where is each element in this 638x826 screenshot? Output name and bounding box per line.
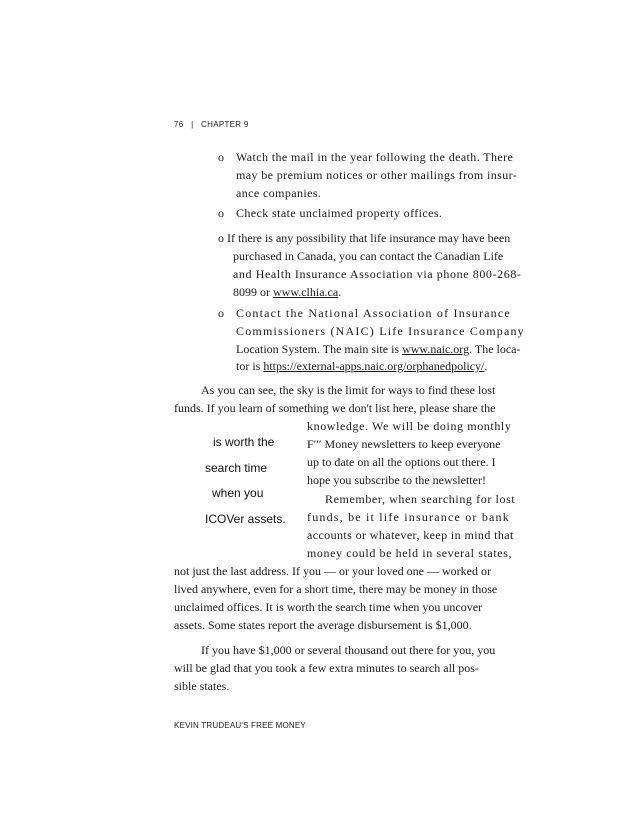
bullet-text-line: tor is https://external-apps.naic.org/orphanedpolicy/. — [236, 359, 488, 373]
body-line: As you can see, the sky is the limit for ways to find these lost — [201, 383, 496, 397]
body-line: knowledge. We will be doing monthly — [307, 419, 512, 433]
body-line: Remember, when searching for lost — [325, 492, 516, 506]
body-line: If you have $1,000 or several thousand out there for you, you — [201, 643, 496, 657]
pull-quote-line: ICOVer assets. — [205, 512, 286, 526]
bullet-marker: o — [218, 306, 224, 320]
bullet-text-line: o If there is any possibility that life insurance may have been — [218, 231, 511, 245]
bullet-text-line: Location System. The main site is www.naic.org. The loca- — [236, 342, 521, 356]
naic-link[interactable]: www.naic.org — [402, 342, 470, 356]
body-line: F′′′ Money newsletters to keep everyone — [307, 437, 501, 451]
body-line: sible states. — [174, 679, 230, 693]
pull-quote-line: is worth the — [213, 435, 275, 449]
body-line: funds, be it life insurance or bank — [307, 510, 510, 524]
bullet-text-line: ance companies. — [236, 186, 322, 200]
header-separator: | — [191, 120, 194, 129]
page-number: 76 — [174, 120, 184, 129]
body-line: funds. If you learn of something we don't list here, please share the — [174, 401, 496, 415]
bullet-text-line: Watch the mail in the year following the death. There — [236, 150, 514, 164]
bullet-marker: o — [218, 150, 224, 164]
running-header — [174, 120, 249, 129]
running-footer: KEVIN TRUDEAU'S FREE MONEY — [174, 721, 306, 730]
bullet-text-line: Commissioners (NAIC) Life Insurance Company — [236, 324, 525, 338]
body-line: unclaimed offices. It is worth the search time when you uncover — [174, 600, 483, 614]
bullet-text-line: and Health Insurance Association via phone 800-268- — [233, 267, 522, 281]
bullet-text-line: Contact the National Association of Insurance — [236, 306, 511, 320]
bullet-marker: o — [218, 206, 224, 220]
body-line: hope you subscribe to the newsletter! — [307, 473, 486, 487]
bullet-text-line: Check state unclaimed property offices. — [236, 206, 443, 220]
bullet-text-line: 8099 or www.clhia.ca. — [233, 285, 342, 299]
body-line: will be glad that you took a few extra minutes to search all pos- — [174, 661, 479, 675]
pull-quote-line: when you — [212, 486, 264, 500]
body-line: lived anywhere, even for a short time, there may be money in those — [174, 582, 498, 596]
body-line: not just the last address. If you — or your loved one — worked or — [174, 564, 491, 578]
orphaned-policy-link[interactable]: https://external-apps.naic.org/orphanedpolicy/ — [263, 359, 485, 373]
body-line: accounts or whatever, keep in mind that — [307, 528, 514, 542]
pull-quote-line: search time — [205, 461, 268, 475]
bullet-marker: o — [218, 231, 224, 245]
body-line: up to date on all the options out there. I — [307, 455, 496, 469]
body-line: assets. Some states report the average disbursement is $1,000. — [174, 618, 472, 632]
chapter-label: CHAPTER 9 — [201, 120, 249, 129]
clhia-link[interactable]: www.clhia.ca — [273, 285, 339, 299]
bullet-text-line: purchased in Canada, you can contact the Canadian Life — [233, 249, 504, 263]
bullet-text-line: may be premium notices or other mailings from insur- — [236, 168, 518, 182]
body-line: money could be held in several states, — [307, 546, 513, 560]
